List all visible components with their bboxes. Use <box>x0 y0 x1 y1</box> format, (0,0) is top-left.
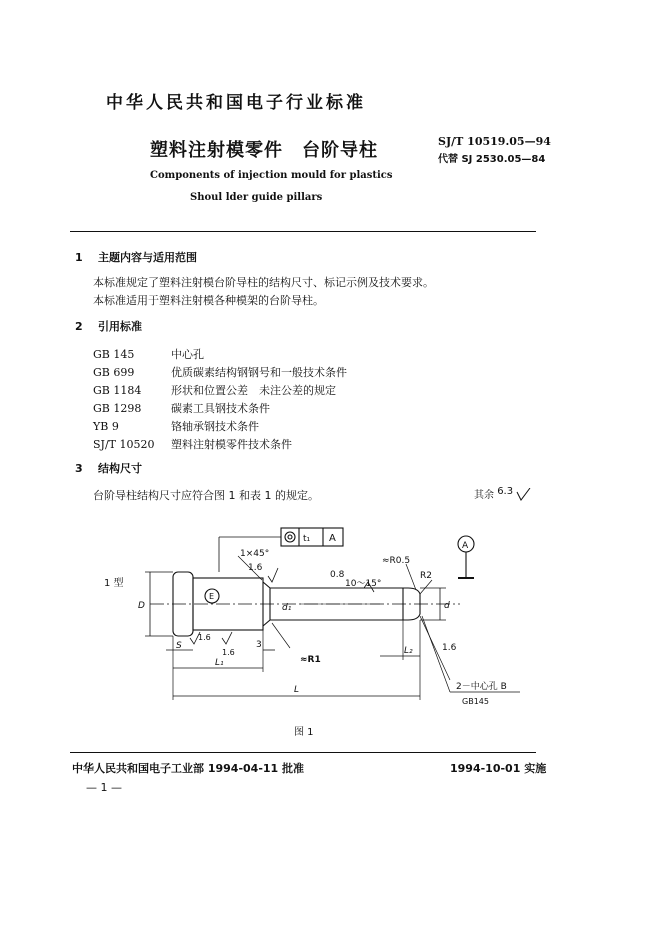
dim-L2-label: L₂ <box>404 646 413 656</box>
section-3-heading <box>75 460 142 476</box>
dim-L1-label: L₁ <box>215 658 224 668</box>
figure-caption: 图 1 <box>294 727 314 738</box>
implementation-date: 1994-10-01 实施 <box>450 762 547 775</box>
reference-list <box>93 346 347 454</box>
dim-L-label: L <box>294 685 300 695</box>
r1-label: ≈R1 <box>300 655 321 665</box>
roughness-label-top: 1.6 <box>248 563 263 573</box>
roughness-label-right: 1.6 <box>442 643 457 653</box>
dim-D-label: D <box>138 601 145 611</box>
roughness-rest-label: 其余 <box>474 490 494 501</box>
chamfer-label: 1×45° <box>240 549 270 559</box>
dim-d1-label: d₁ <box>282 603 292 613</box>
center-hole-label: 2－中心孔 B <box>456 682 507 692</box>
standard-number: SJ/T 10519.05—94 <box>438 135 551 148</box>
page-number: — 1 — <box>86 781 122 794</box>
figure-1-drawing <box>0 520 662 750</box>
dim-S-label: S <box>176 641 182 651</box>
list-item: YB 9 铬轴承钢技术条件 <box>93 420 259 433</box>
section-2-title: 引用标准 <box>97 320 142 333</box>
document-title-en-line1: Components of injection mould for plastics <box>150 170 393 181</box>
section-3-paragraph: 台阶导柱结构尺寸应符合图 1 和表 1 的规定。 <box>93 489 319 502</box>
r05-label: ≈R0.5 <box>382 556 411 566</box>
tolerance-datum-label: A <box>329 533 336 544</box>
list-item: SJ/T 10520 塑料注射模零件技术条件 <box>93 438 292 451</box>
list-item: GB 1184 形状和位置公差 未注公差的规定 <box>93 384 336 397</box>
section-3-title: 结构尺寸 <box>97 462 142 475</box>
replaces-standard: 代替 SJ 2530.05—84 <box>438 154 546 165</box>
list-item: GB 699 优质碳素结构钢钢号和一般技术条件 <box>93 366 347 379</box>
r2-label: R2 <box>420 571 432 581</box>
tolerance-value-label: t₁ <box>303 534 311 544</box>
section-3-number: 3 <box>75 462 83 475</box>
document-title-cn: 塑料注射模零件 台阶导柱 <box>150 140 378 161</box>
section-1-heading <box>75 249 197 265</box>
roughness-rest-value: 6.3 <box>497 486 514 497</box>
section-1-paragraph-1: 本标准规定了塑料注射模台阶导柱的结构尺寸、标记示例及技术要求。 <box>93 276 434 289</box>
roughness-label-left: 1.6 <box>198 633 211 642</box>
type-label: 1 型 <box>104 578 124 589</box>
list-item: GB 1298 碳素工具钢技术条件 <box>93 402 270 415</box>
roughness-note <box>474 486 532 502</box>
approval-line: 中华人民共和国电子工业部 1994-04-11 批准 <box>72 762 305 775</box>
datum-a-label: A <box>462 541 469 551</box>
dim-3-label: 3 <box>256 640 262 650</box>
dim-08-label: 0.8 <box>330 570 345 580</box>
section-1-number: 1 <box>75 251 83 264</box>
section-2-number: 2 <box>75 320 83 333</box>
section-1-title: 主题内容与适用范围 <box>97 251 197 264</box>
section-1-paragraph-2: 本标准适用于塑料注射模各种模架的台阶导柱。 <box>93 294 324 307</box>
issuing-org: 中华人民共和国电子行业标准 <box>106 93 366 113</box>
center-hole-standard-label: GB145 <box>462 697 489 706</box>
angle-label: 10～15° <box>345 579 382 589</box>
roughness-label-bottom: 1.6 <box>222 648 235 657</box>
dim-d-label: d <box>444 601 450 611</box>
roughness-symbol-icon <box>516 488 532 502</box>
document-title-en-line2: Shoul lder guide pillars <box>190 192 323 203</box>
section-2-heading <box>75 318 142 334</box>
footer-divider <box>70 752 536 753</box>
list-item: GB 145 中心孔 <box>93 348 204 361</box>
datum-e-label: E <box>209 592 215 601</box>
header-divider <box>70 231 536 232</box>
